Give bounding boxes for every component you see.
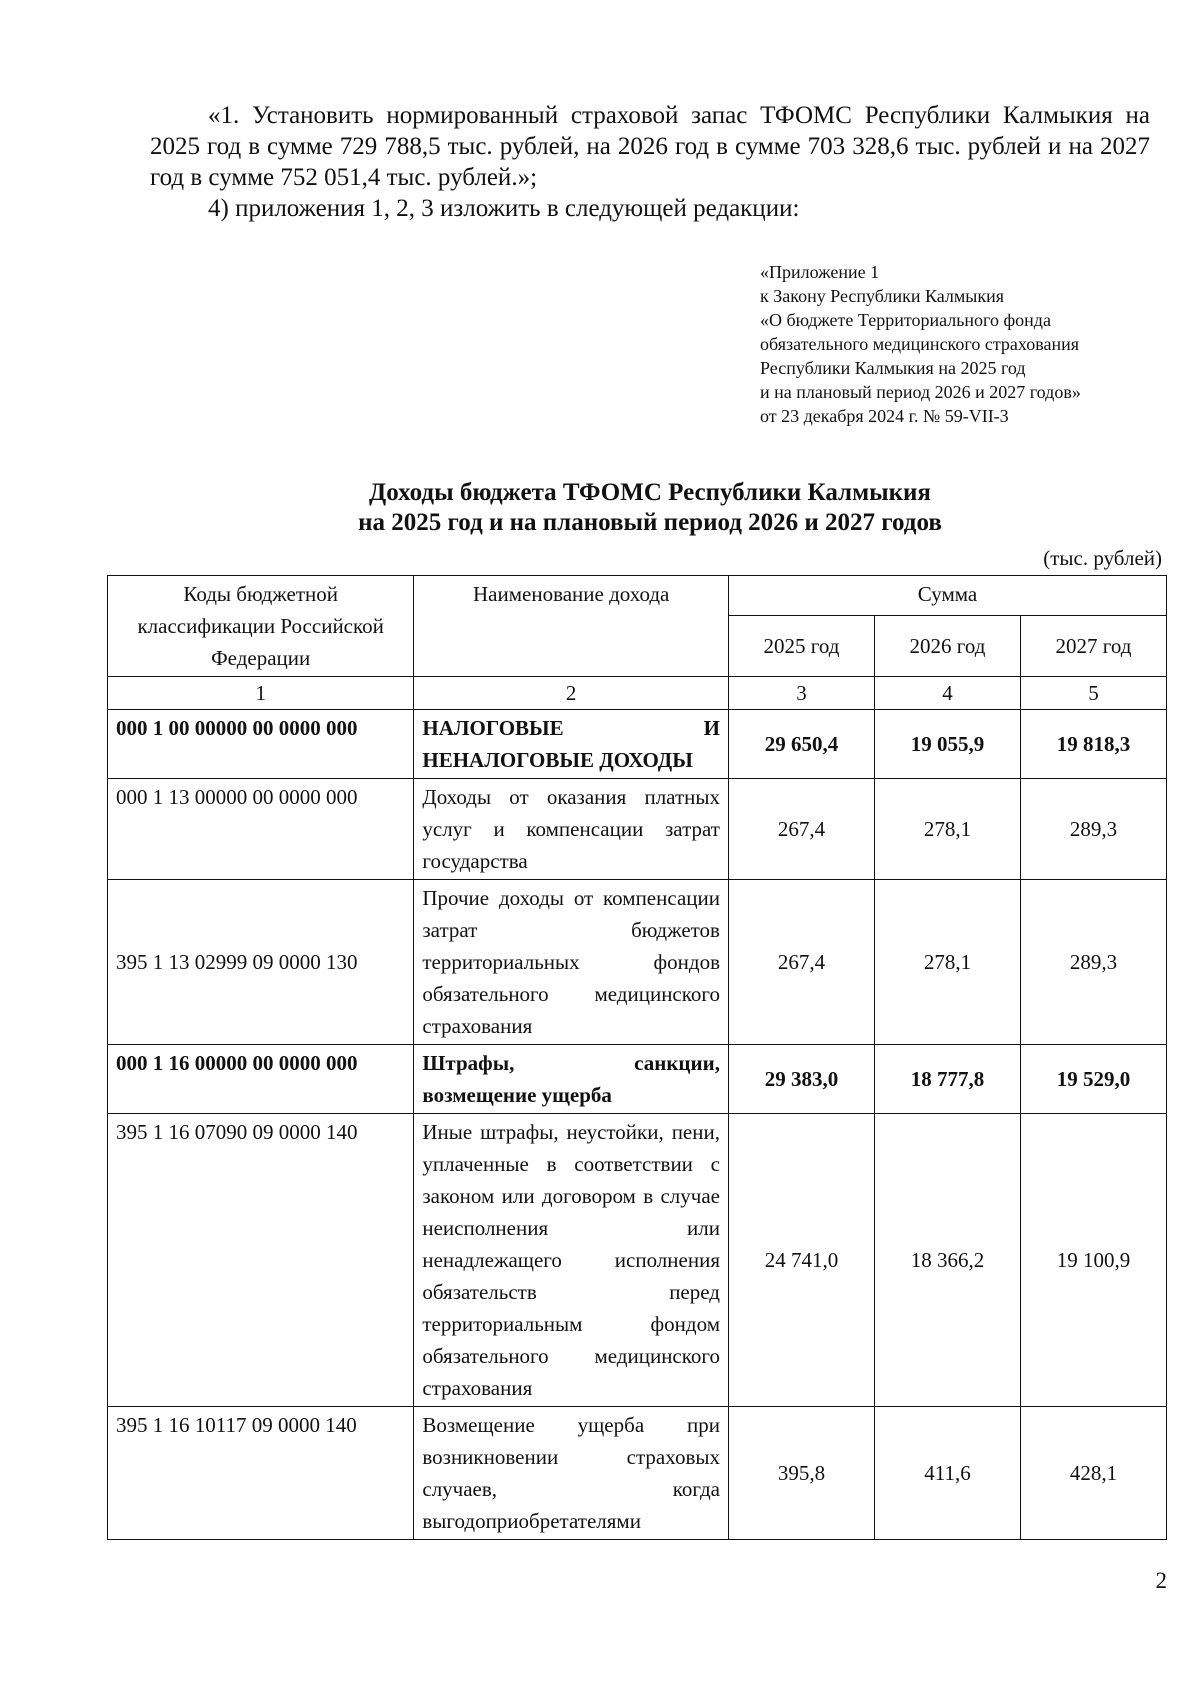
row-value-2027: 428,1: [1020, 1407, 1166, 1540]
row-value-2026: 18 366,2: [874, 1114, 1020, 1407]
table-header-row: [108, 576, 1167, 616]
column-number: 4: [874, 677, 1020, 710]
appendix-line: от 23 декабря 2024 г. № 59-VII-3: [760, 406, 1009, 426]
row-name: Прочие доходы от компенсации затрат бюджетов территориальных фондов обязательного медицинского страхования: [414, 880, 729, 1045]
row-value-2026: 411,6: [874, 1407, 1020, 1540]
row-value-2027: 19 818,3: [1020, 710, 1166, 779]
row-value-2027: 19 100,9: [1020, 1114, 1166, 1407]
intro-paragraph-2: 4) приложения 1, 2, 3 изложить в следующей редакции:: [208, 195, 800, 222]
header-sum: Сумма: [728, 576, 1166, 616]
row-code: 395 1 16 10117 09 0000 140: [108, 1407, 414, 1540]
row-name: Штрафы, санкции, возмещение ущерба: [414, 1045, 729, 1114]
title-line-2: на 2025 год и на плановый период 2026 и 2027 годов: [358, 509, 942, 536]
row-value-2026: 278,1: [874, 779, 1020, 880]
column-number: 2: [414, 677, 729, 710]
page-number: 2: [1155, 1568, 1167, 1593]
header-2027: 2027 год: [1020, 616, 1166, 677]
row-value-2025: 24 741,0: [728, 1114, 874, 1407]
row-value-2025: 29 383,0: [728, 1045, 874, 1114]
appendix-line: Республики Калмыкия на 2025 год: [760, 358, 1026, 378]
appendix-line: к Закону Республики Калмыкия: [760, 286, 1005, 306]
row-value-2027: 289,3: [1020, 779, 1166, 880]
units-label: (тыс. рублей): [1043, 546, 1162, 570]
column-number: 3: [728, 677, 874, 710]
appendix-line: «Приложение 1: [760, 262, 880, 282]
column-number: 1: [108, 677, 414, 710]
column-number: 5: [1020, 677, 1166, 710]
row-value-2025: 29 650,4: [728, 710, 874, 779]
row-name: Возмещение ущерба при возникновении страховых случаев, когда выгодоприобретателями: [414, 1407, 729, 1540]
header-code: Коды бюджетной классификации Российской Федерации: [108, 576, 414, 677]
income-table: [107, 575, 1167, 1540]
row-value-2026: 18 777,8: [874, 1045, 1020, 1114]
header-name: Наименование дохода: [414, 576, 729, 677]
row-code: 000 1 00 00000 00 0000 000: [108, 710, 414, 779]
title-line-1: Доходы бюджета ТФОМС Республики Калмыкия: [369, 479, 931, 506]
row-code: 000 1 16 00000 00 0000 000: [108, 1045, 414, 1114]
row-value-2026: 19 055,9: [874, 710, 1020, 779]
row-value-2027: 19 529,0: [1020, 1045, 1166, 1114]
header-2025: 2025 год: [728, 616, 874, 677]
row-value-2027: 289,3: [1020, 880, 1166, 1045]
intro-paragraph-1: «1. Установить нормированный страховой запас ТФОМС Республики Калмыкия на 2025 год в сумме 729 788,5 тыс. рублей, на 2026 год в сумме 703 328,6 тыс. рублей и на 2027 год в сумме 752 051,4 тыс. рублей.»;: [150, 102, 1150, 191]
table-row: [108, 1045, 1167, 1114]
row-value-2025: 267,4: [728, 779, 874, 880]
row-name: НАЛОГОВЫЕ И НЕНАЛОГОВЫЕ ДОХОДЫ: [414, 710, 729, 779]
table-row: [108, 779, 1167, 880]
appendix-reference: [760, 260, 1160, 428]
appendix-line: и на плановый период 2026 и 2027 годов»: [760, 382, 1081, 402]
row-code: 395 1 13 02999 09 0000 130: [108, 880, 414, 1045]
row-value-2026: 278,1: [874, 880, 1020, 1045]
header-2026: 2026 год: [874, 616, 1020, 677]
row-code: 395 1 16 07090 09 0000 140: [108, 1114, 414, 1407]
appendix-line: обязательного медицинского страхования: [760, 334, 1079, 354]
table-row: [108, 1114, 1167, 1407]
page-title: [150, 478, 1150, 538]
table-row: [108, 710, 1167, 779]
column-number-row: [108, 677, 1167, 710]
intro-text: [150, 100, 1150, 224]
row-name: Доходы от оказания платных услуг и компенсации затрат государства: [414, 779, 729, 880]
row-value-2025: 395,8: [728, 1407, 874, 1540]
table-row: [108, 1407, 1167, 1540]
appendix-line: «О бюджете Территориального фонда: [760, 310, 1051, 330]
row-code: 000 1 13 00000 00 0000 000: [108, 779, 414, 880]
table-row: [108, 880, 1167, 1045]
row-value-2025: 267,4: [728, 880, 874, 1045]
row-name: Иные штрафы, неустойки, пени, уплаченные в соответствии с законом или договором в случае неисполнения или ненадлежащего исполнения обязательств перед территориальным фондом обязательного медицинского страхования: [414, 1114, 729, 1407]
